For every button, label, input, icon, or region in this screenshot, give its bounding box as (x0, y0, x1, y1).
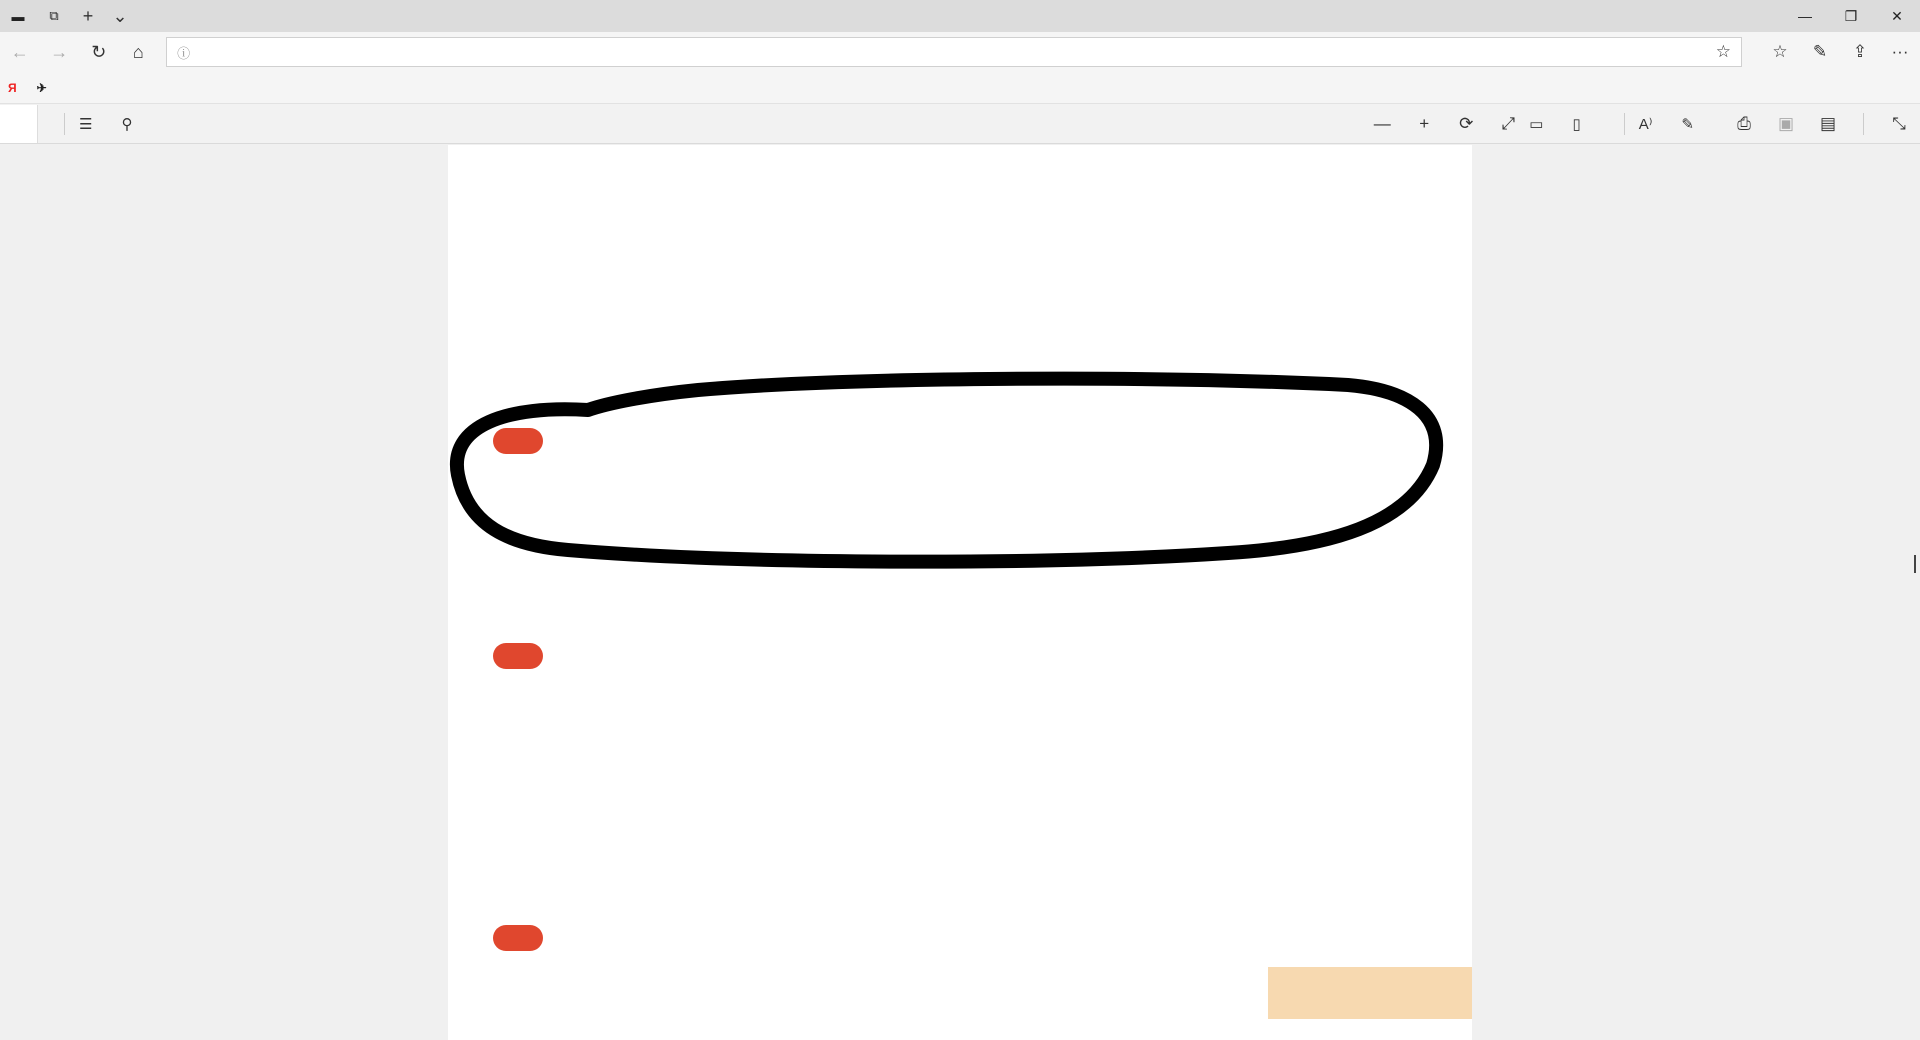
home-button[interactable]: ⌂ (132, 41, 144, 62)
section-badge (493, 925, 543, 951)
list-icon: ☰ (79, 115, 93, 133)
info-icon[interactable]: ⓘ (177, 45, 191, 61)
section-badge (493, 643, 543, 669)
share-icon[interactable]: ⇪ (1852, 42, 1868, 61)
divider (64, 113, 65, 135)
pdf-page (448, 145, 1472, 1040)
pen-icon: ✎ (1681, 115, 1694, 133)
tabs-aside-icon[interactable]: ⧉ (49, 8, 59, 23)
restore-button[interactable]: ❐ (1844, 7, 1858, 24)
url-input[interactable] (166, 37, 1742, 67)
favorite-star-icon[interactable]: ☆ (1715, 42, 1731, 61)
read-aloud-icon: A⁾ (1638, 115, 1653, 133)
divider (1863, 113, 1864, 135)
back-button[interactable]: ← (10, 41, 29, 62)
vocabulary-box (1268, 967, 1472, 1019)
zoom-out-button[interactable]: — (1373, 113, 1391, 133)
save-icon[interactable]: ▣ (1777, 113, 1795, 133)
zoom-in-button[interactable]: + (1419, 113, 1430, 133)
rotate-icon[interactable]: ⟳ (1459, 113, 1474, 133)
tab-preview-chevron-icon[interactable]: ⌄ (112, 5, 128, 26)
favorite-aviabilety[interactable] (37, 81, 53, 95)
minimize-button[interactable]: — (1798, 8, 1812, 24)
pin-toolbar-icon[interactable]: ⤡ (1892, 113, 1906, 133)
favorite-yandex[interactable] (8, 81, 23, 95)
favorites-hub-icon[interactable]: ☆ (1772, 42, 1788, 61)
fullscreen-icon[interactable]: ⤢ (1501, 113, 1516, 133)
window-menu-icon[interactable]: ▬ (11, 8, 25, 24)
yandex-icon: Я (8, 80, 17, 95)
fit-page-icon: ▭ (1529, 115, 1544, 133)
fit-page-button[interactable] (1529, 115, 1550, 133)
page-layout-button[interactable] (1572, 115, 1587, 133)
find-button[interactable] (121, 115, 139, 133)
read-aloud-button[interactable] (1639, 115, 1660, 133)
page-number-input[interactable] (0, 105, 38, 143)
address-bar (0, 32, 1920, 72)
more-icon[interactable]: ··· (1891, 42, 1909, 61)
pdf-viewport[interactable] (0, 145, 1920, 1040)
search-icon: ⚲ (121, 115, 133, 133)
plane-icon: ✈ (36, 80, 47, 95)
web-note-icon[interactable]: ✎ (1812, 42, 1828, 61)
forward-button[interactable]: → (50, 41, 69, 62)
section-badge (493, 428, 543, 454)
new-tab-button[interactable]: + (82, 5, 94, 26)
pdf-toolbar (0, 104, 1920, 144)
browser-tools (1760, 32, 1920, 72)
print-icon[interactable]: ⎙ (1737, 113, 1751, 133)
tab-bar (0, 0, 1920, 32)
contents-button[interactable] (79, 115, 99, 133)
annotate-button[interactable] (1681, 115, 1701, 133)
page-layout-icon: ▯ (1572, 115, 1581, 133)
divider (1624, 113, 1625, 135)
favorites-bar (0, 72, 1920, 104)
save-as-icon[interactable]: ▤ (1819, 113, 1837, 133)
close-window-button[interactable]: ✕ (1891, 7, 1903, 24)
scrollbar-thumb[interactable] (1914, 555, 1916, 573)
window-controls (1782, 0, 1920, 32)
refresh-button[interactable]: ↻ (91, 41, 107, 62)
hand-drawn-circle (448, 145, 1472, 705)
